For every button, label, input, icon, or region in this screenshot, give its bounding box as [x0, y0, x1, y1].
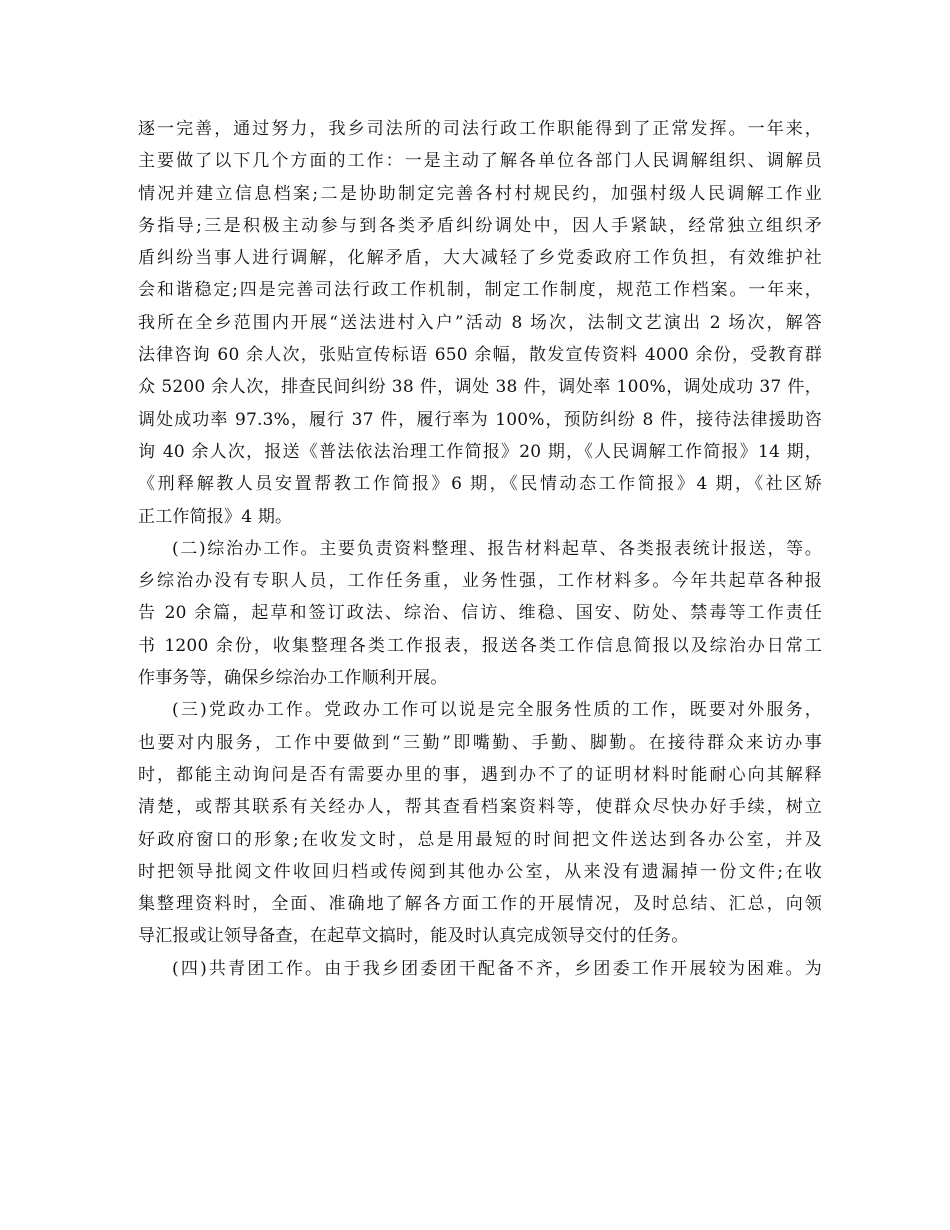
text-line: 情况并建立信息档案;二是协助制定完善各村村规民约，加强村级人民调解工作业: [138, 183, 822, 204]
text-line: 书 1200 余份，收集整理各类工作报表，报送各类工作信息简报以及综治办日常工: [138, 635, 822, 656]
text-line: 主要做了以下几个方面的工作：一是主动了解各单位各部门人民调解组织、调解员: [138, 151, 822, 172]
text-line: 也要对内服务，工作中要做到“三勤”即嘴勤、手勤、脚勤。在接待群众来访办事: [138, 732, 822, 753]
text-line: 《刑释解教人员安置帮教工作简报》6 期，《民情动态工作简报》4 期，《社区矫: [138, 474, 822, 495]
paragraph-party-government-office: [138, 694, 822, 952]
paragraph-judicial-office: [138, 113, 822, 533]
paragraph-comprehensive-office: [138, 533, 822, 694]
text-line: (四)共青团工作。由于我乡团委团干配备不齐，乡团委工作开展较为困难。为: [172, 958, 822, 979]
text-line: (二)综治办工作。主要负责资料整理、报告材料起草、各类报表统计报送，等。: [172, 538, 822, 559]
text-line: 告 20 余篇，起草和签订政法、综治、信访、维稳、国安、防处、禁毒等工作责任: [138, 603, 822, 624]
text-line: 清楚，或帮其联系有关经办人，帮其查看档案资料等，使群众尽快办好手续，树立: [138, 797, 822, 818]
paragraph-youth-league: [138, 953, 822, 985]
text-line: 询 40 余人次，报送《普法依法治理工作简报》20 期，《人民调解工作简报》14 期，: [138, 441, 822, 462]
text-line: 集整理资料时，全面、准确地了解各方面工作的开展情况，及时总结、汇总，向领: [138, 894, 822, 915]
text-line: 时，都能主动询问是否有需要办里的事，遇到办不了的证明材料时能耐心向其解释: [138, 764, 822, 785]
text-line: 导汇报或让领导备查，在起草文搞时，能及时认真完成领导交付的任务。: [138, 926, 689, 947]
text-line: 好政府窗口的形象;在收发文时，总是用最短的时间把文件送达到各办公室，并及: [138, 829, 822, 850]
text-line: 逐一完善，通过努力，我乡司法所的司法行政工作职能得到了正常发挥。一年来，: [138, 119, 822, 139]
text-line: 务指导;三是积极主动参与到各类矛盾纠纷调处中，因人手紧缺，经常独立组织矛: [138, 215, 822, 236]
text-line: 调处成功率 97.3%，履行 37 件，履行率为 100%，预防纠纷 8 件，接待法律援助咨: [138, 409, 822, 430]
text-line: 我所在全乡范围内开展“送法进村入户”活动 8 场次，法制文艺演出 2 场次，解答: [138, 312, 822, 333]
text-line: 会和谐稳定;四是完善司法行政工作机制，制定工作制度，规范工作档案。一年来，: [138, 280, 822, 301]
text-line: 法律咨询 60 余人次，张贴宣传标语 650 余幅，散发宣传资料 4000 余份，受教育群: [138, 345, 822, 366]
text-line: 正工作简报》4 期。: [138, 506, 293, 527]
text-line: (三)党政办工作。党政办工作可以说是完全服务性质的工作，既要对外服务，: [172, 700, 822, 721]
text-line: 作事务等，确保乡综治办工作顺利开展。: [138, 668, 448, 689]
text-line: 时把领导批阅文件收回归档或传阅到其他办公室，从来没有遗漏掉一份文件;在收: [138, 861, 822, 882]
text-line: 乡综治办没有专职人员，工作任务重，业务性强，工作材料多。今年共起草各种报: [138, 571, 822, 592]
text-line: 众 5200 余人次，排查民间纠纷 38 件，调处 38 件，调处率 100%，调处成功 37 件，: [138, 377, 822, 398]
document-page: [138, 113, 822, 985]
text-line: 盾纠纷当事人进行调解，化解矛盾，大大减轻了乡党委政府工作负担，有效维护社: [138, 248, 822, 269]
